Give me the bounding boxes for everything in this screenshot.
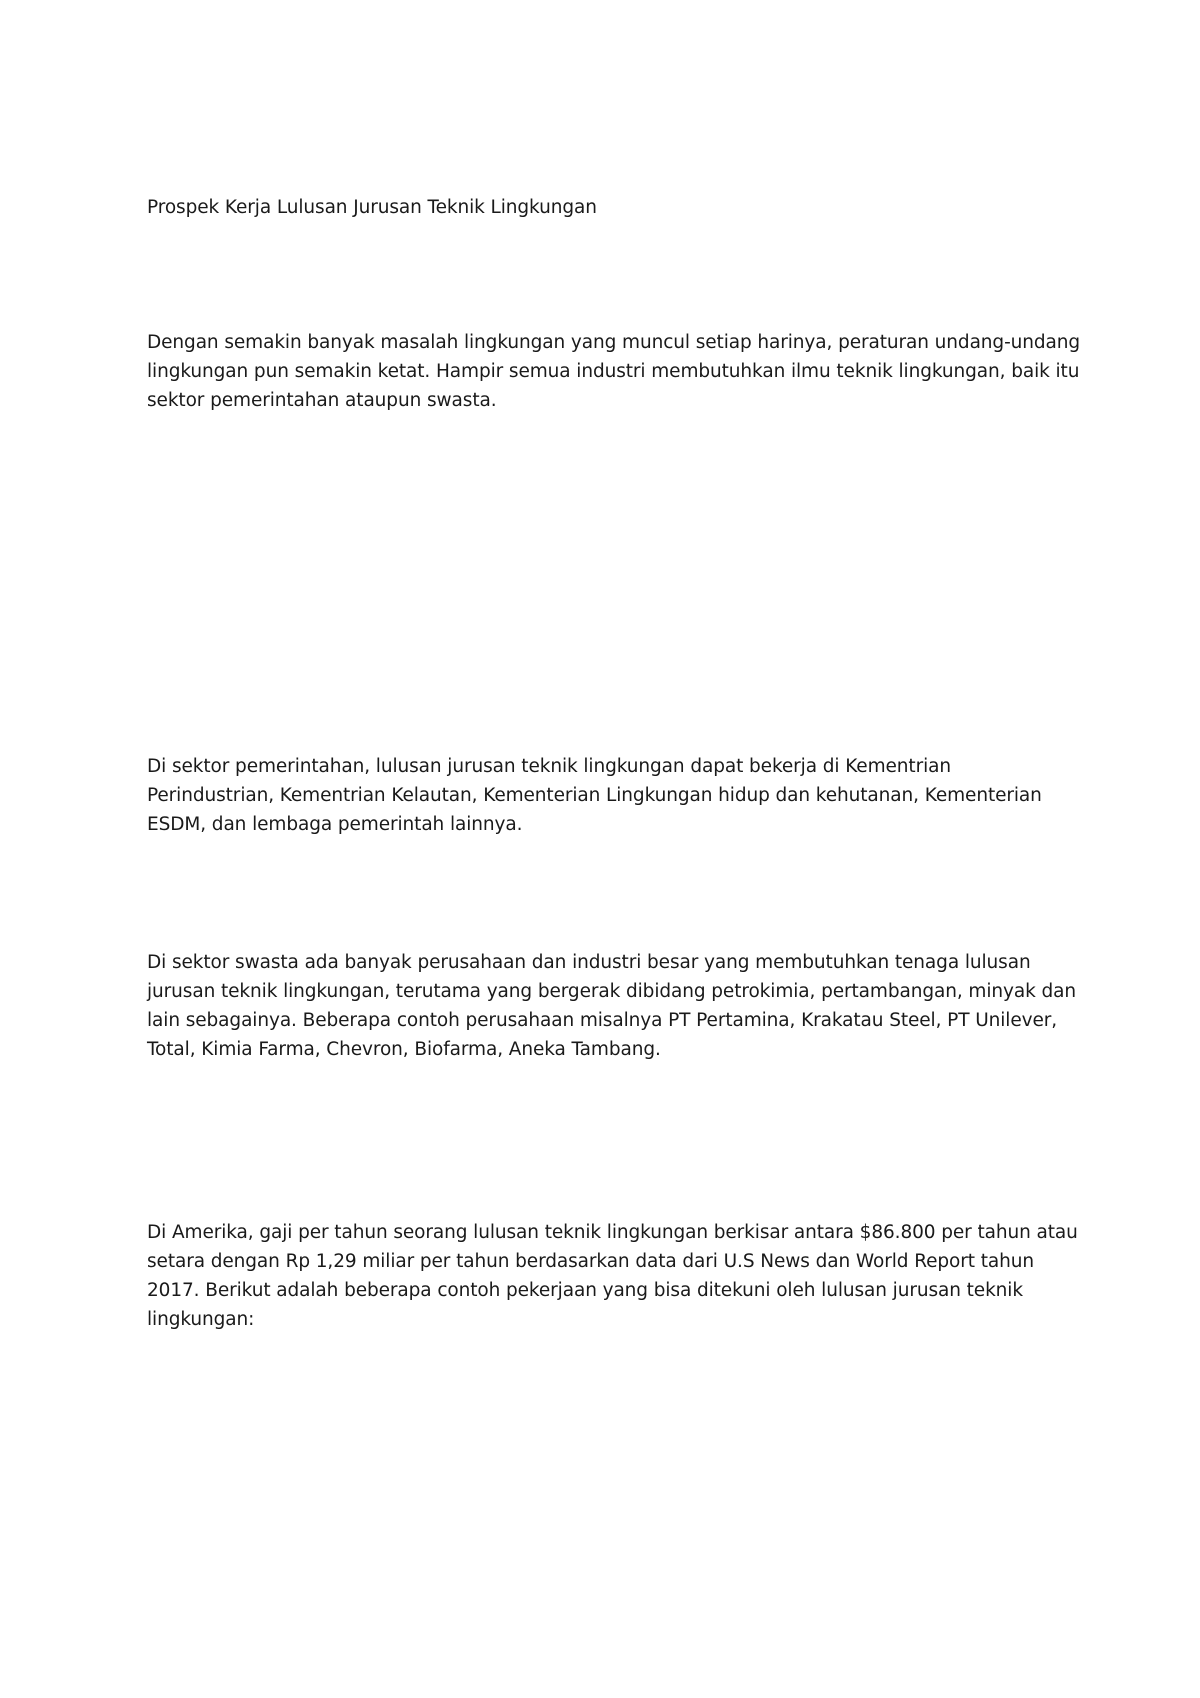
paragraph-line: setara dengan Rp 1,29 miliar per tahun berdasarkan data dari U.S News dan World Report tahun [147, 1251, 1034, 1272]
paragraph-line: Di sektor swasta ada banyak perusahaan dan industri besar yang membutuhkan tenaga lulusan [147, 952, 1031, 973]
paragraph-private-sector [147, 948, 1076, 1064]
document-title [147, 193, 1067, 222]
paragraph-line: lingkungan: [147, 1309, 255, 1330]
paragraph-line: Di Amerika, gaji per tahun seorang lulusan teknik lingkungan berkisar antara $86.800 per tahun atau [147, 1222, 1078, 1243]
paragraph-line: Di sektor pemerintahan, lulusan jurusan teknik lingkungan dapat bekerja di Kementrian [147, 756, 951, 777]
paragraph-line: Dengan semakin banyak masalah lingkungan yang muncul setiap harinya, peraturan undang-undang [147, 332, 1081, 353]
paragraph-line: sektor pemerintahan ataupun swasta. [147, 390, 497, 411]
paragraph-line: Total, Kimia Farma, Chevron, Biofarma, Aneka Tambang. [147, 1039, 661, 1060]
paragraph-line: jurusan teknik lingkungan, terutama yang bergerak dibidang petrokimia, pertambangan, minyak dan [147, 981, 1076, 1002]
paragraph-line: lingkungan pun semakin ketat. Hampir semua industri membutuhkan ilmu teknik lingkungan, baik itu [147, 361, 1080, 382]
title-text: Prospek Kerja Lulusan Jurusan Teknik Lingkungan [147, 197, 597, 218]
paragraph-line: ESDM, dan lembaga pemerintah lainnya. [147, 814, 523, 835]
paragraph-salary [147, 1218, 1078, 1334]
paragraph-line: Perindustrian, Kementrian Kelautan, Kementerian Lingkungan hidup dan kehutanan, Kementerian [147, 785, 1042, 806]
paragraph-intro [147, 328, 1081, 415]
paragraph-line: 2017. Berikut adalah beberapa contoh pekerjaan yang bisa ditekuni oleh lulusan jurusan teknik [147, 1280, 1023, 1301]
paragraph-government-sector [147, 752, 1067, 839]
paragraph-line: lain sebagainya. Beberapa contoh perusahaan misalnya PT Pertamina, Krakatau Steel, PT Unilever, [147, 1010, 1058, 1031]
